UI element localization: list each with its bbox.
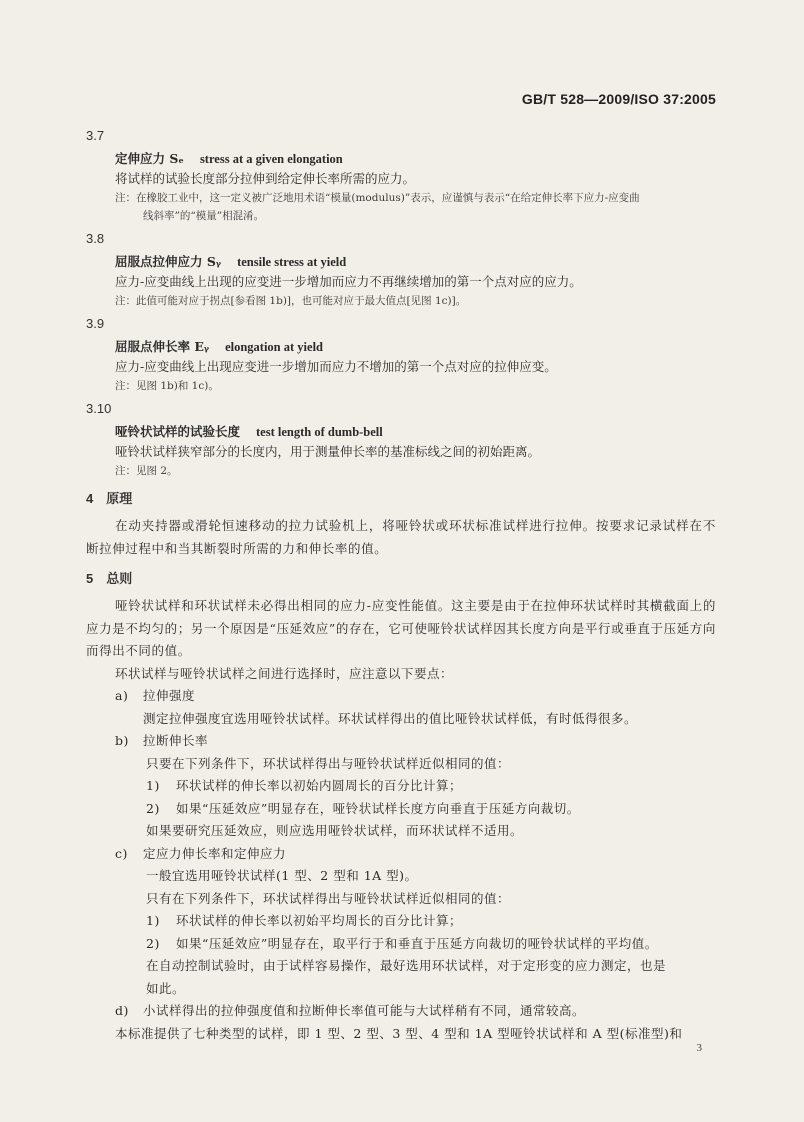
- sub-item-text: 环状试样的伸长率以初始平均周长的百分比计算；: [176, 913, 463, 928]
- standard-header: GB/T 528—2009/ISO 37:2005: [521, 91, 716, 107]
- section-heading-principle: 4 原理: [86, 491, 133, 506]
- term-note: 注：此值可能对应于拐点[参看图 1b)]，也可能对应于最大值点[见图 1c)]。: [115, 295, 467, 307]
- term-title: [115, 337, 716, 357]
- list-item-a: [115, 685, 716, 708]
- term-en: elongation at yield: [225, 340, 323, 354]
- sub-marker: 1): [146, 913, 160, 928]
- list-item-title: 拉断伸长率: [143, 733, 209, 748]
- sub-item-text: 环状试样的伸长率以初始内圆周长的百分比计算；: [176, 778, 463, 793]
- term-title: [115, 149, 716, 169]
- term-en: test length of dumb-bell: [256, 425, 383, 439]
- list-item-d: [115, 1000, 716, 1023]
- list-item-b: [115, 730, 716, 753]
- section-number: 3.8: [86, 231, 105, 246]
- list-item-title: 拉伸强度: [143, 688, 196, 703]
- sub-item: [146, 775, 716, 798]
- section-number: 3.7: [86, 128, 105, 143]
- list-marker: c): [115, 845, 128, 861]
- closing-line: 本标准提供了七种类型的试样，即 1 型、2 型、3 型、4 型和 1A 型哑铃状试样和 A 型(标准型)和: [115, 1025, 683, 1041]
- term-cn: 哑铃状试样的试验长度: [115, 424, 241, 439]
- term-note-continued: 线斜率”的“模量”相混淆。: [143, 210, 265, 222]
- list-item-text: 一般宜选用哑铃状试样(1 型、2 型和 1A 型)。: [146, 868, 418, 883]
- sub-item: [146, 798, 716, 821]
- term-en: tensile stress at yield: [237, 255, 347, 269]
- sub-marker: 1): [146, 778, 160, 793]
- term-definition: 哑铃状试样狭窄部分的长度内，用于测量伸长率的基准标线之间的初始距离。: [115, 444, 541, 459]
- term-en: stress at a given elongation: [199, 152, 343, 166]
- sub-marker: 2): [146, 800, 160, 816]
- term-definition: 将试样的试验长度部分拉伸到给定伸长率所需的应力。: [115, 171, 416, 186]
- list-marker: a): [115, 688, 129, 703]
- term-note: 注：见图 1b)和 1c)。: [115, 380, 219, 392]
- term-cn: 屈服点伸长率 Eᵧ: [115, 339, 210, 354]
- sub-item: [146, 933, 716, 956]
- section-heading-general: 5 总则: [86, 571, 133, 586]
- list-marker: d): [115, 1003, 129, 1018]
- list-item-text: 如果要研究压延效应，则应选用哑铃状试样，而环状试样不适用。: [146, 823, 524, 838]
- list-item-text: 如此。: [146, 980, 186, 996]
- list-marker: b): [115, 733, 129, 748]
- term-definition: 应力-应变曲线上出现应变进一步增加而应力不增加的第一个点对应的拉伸应变。: [115, 359, 557, 374]
- sub-item-text: 如果“压延效应”明显存在，取平行于和垂直于压延方向裁切的哑铃状试样的平均值。: [176, 935, 658, 951]
- term-cn: 屈服点拉伸应力 Sᵧ: [115, 254, 222, 269]
- section-number: 3.9: [86, 316, 105, 331]
- sub-marker: 2): [146, 935, 160, 951]
- term-title: [115, 422, 716, 442]
- principle-paragraph: 在动夹持器或滑轮恒速移动的拉力试验机上，将哑铃状或环状标准试样进行拉伸。按要求记录试样在不断拉伸过程中和当其断裂时所需的力和伸长率的值。: [86, 518, 716, 556]
- list-item-c: [115, 843, 716, 866]
- list-item-text: 小试样得出的拉伸强度值和拉断伸长率值可能与大试样稍有不同，通常较高。: [143, 1003, 586, 1018]
- term-cn: 定伸应力 Sₑ: [115, 151, 184, 166]
- sub-item: [146, 910, 716, 933]
- page-content: [86, 122, 716, 1045]
- term-definition: 应力-应变曲线上出现的应变进一步增加而应力不再继续增加的第一个点对应的应力。: [115, 274, 582, 289]
- sub-item-text: 如果“压延效应”明显存在，哑铃状试样长度方向垂直于压延方向裁切。: [176, 800, 580, 816]
- term-note: 注：见图 2。: [115, 465, 178, 477]
- list-item-text: 只要在下列条件下，环状试样得出与哑铃状试样近似相同的值：: [146, 755, 511, 771]
- page-number: 3: [696, 1042, 702, 1054]
- general-intro: 环状试样与哑铃状试样之间进行选择时，应注意以下要点：: [115, 665, 454, 681]
- term-title: [115, 252, 716, 272]
- list-item-text: 测定拉伸强度宜选用哑铃状试样。环状试样得出的值比哑铃状试样低，有时低得很多。: [143, 710, 638, 726]
- section-number: 3.10: [86, 401, 112, 416]
- list-item-text: 只有在下列条件下，环状试样得出与哑铃状试样近似相同的值：: [146, 890, 511, 906]
- general-paragraph: 哑铃状试样和环状试样未必得出相同的应力-应变性能值。这主要是由于在拉伸环状试样时其横截面上的应力是不均匀的；另一个原因是“压延效应”的存在，它可使哑铃状试样因其长度方向是平行或垂直于压延方向而得出不同的值。: [86, 598, 716, 658]
- list-item-text: 在自动控制试验时，由于试样容易操作，最好选用环状试样，对于定形变的应力测定，也是: [146, 958, 667, 973]
- term-note: 注：在橡胶工业中，这一定义被广泛地用术语“模量(modulus)”表示，应谨慎与表示“在给定伸长率下应力-应变曲: [115, 192, 640, 204]
- list-item-title: 定应力伸长率和定伸应力: [143, 845, 287, 861]
